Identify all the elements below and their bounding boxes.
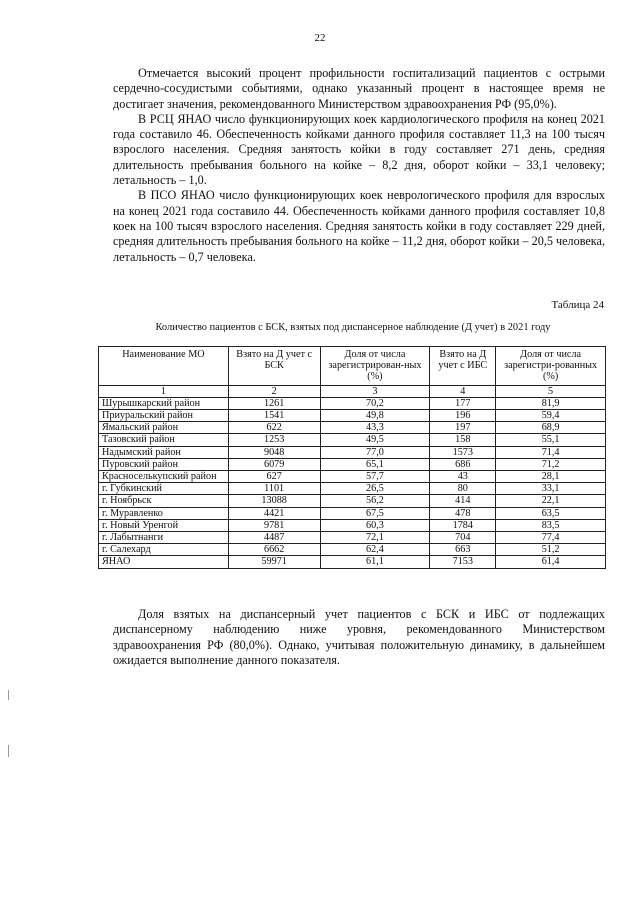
intro-paragraphs	[113, 66, 605, 265]
header-bsk-count: Взято на Д учет с БСК	[228, 347, 320, 386]
ibs-share-cell: 63,5	[496, 507, 606, 519]
margin-mark	[8, 745, 9, 757]
paragraph-profile-hospitalization: Отмечается высокий процент профильности госпитализаций пациентов с острыми сердечно-сосудистыми событиями, однако указанный процент в настоящее время не достигает значения, рекомендованного Министерством здравоохранения РФ (95,0%).	[113, 66, 605, 111]
ibs-count-cell: 80	[430, 483, 496, 495]
table-row	[99, 446, 606, 458]
bsk-share-cell: 67,5	[320, 507, 430, 519]
bsk-count-cell: 1261	[228, 397, 320, 409]
mo-name-cell: г. Лабытнанги	[99, 532, 229, 544]
table-row	[99, 397, 606, 409]
bsk-count-cell: 6079	[228, 458, 320, 470]
column-number: 3	[320, 385, 430, 397]
ibs-count-cell: 414	[430, 495, 496, 507]
paragraph-conclusion: Доля взятых на диспансерный учет пациентов с БСК и ИБС от подлежащих диспансерному наблюдению ниже уровня, рекомендованного Министерством здравоохранения РФ (80,0%). Однако, учитывая положительную динамику, в дальнейшем ожидается выполнение данного показателя.	[113, 607, 605, 667]
bsk-share-cell: 57,7	[320, 471, 430, 483]
mo-name-cell: г. Салехард	[99, 544, 229, 556]
ibs-share-cell: 59,4	[496, 410, 606, 422]
ibs-count-cell: 158	[430, 434, 496, 446]
header-ibs-share: Доля от числа зарегистри-рованных (%)	[496, 347, 606, 386]
bsk-count-cell: 627	[228, 471, 320, 483]
ibs-share-cell: 55,1	[496, 434, 606, 446]
ibs-count-cell: 196	[430, 410, 496, 422]
table-row	[99, 471, 606, 483]
ibs-share-cell: 71,4	[496, 446, 606, 458]
column-number: 5	[496, 385, 606, 397]
mo-name-cell: Тазовский район	[99, 434, 229, 446]
mo-name-cell: Шурышкарский район	[99, 397, 229, 409]
bsk-count-cell: 9048	[228, 446, 320, 458]
ibs-share-cell: 22,1	[496, 495, 606, 507]
bsk-count-cell: 6662	[228, 544, 320, 556]
table-row	[99, 434, 606, 446]
bsk-share-cell: 65,1	[320, 458, 430, 470]
ibs-count-cell: 43	[430, 471, 496, 483]
bsk-share-cell: 49,8	[320, 410, 430, 422]
page-number: 22	[314, 32, 326, 44]
bsk-count-cell: 9781	[228, 519, 320, 531]
mo-name-cell: г. Губкинский	[99, 483, 229, 495]
mo-name-cell: г. Ноябрьск	[99, 495, 229, 507]
table-row	[99, 556, 606, 568]
bsk-count-cell: 4487	[228, 532, 320, 544]
ibs-count-cell: 1784	[430, 519, 496, 531]
column-number: 1	[99, 385, 229, 397]
ibs-share-cell: 28,1	[496, 471, 606, 483]
table-caption: Количество пациентов с БСК, взятых под диспансерное наблюдение (Д учет) в 2021 году	[155, 322, 551, 333]
bsk-share-cell: 62,4	[320, 544, 430, 556]
table-row	[99, 507, 606, 519]
ibs-share-cell: 33,1	[496, 483, 606, 495]
ibs-share-cell: 61,4	[496, 556, 606, 568]
ibs-share-cell: 83,5	[496, 519, 606, 531]
mo-name-cell: Красноселькупский район	[99, 471, 229, 483]
header-mo-name: Наименование МО	[99, 347, 229, 386]
ibs-count-cell: 478	[430, 507, 496, 519]
bsk-count-cell: 59971	[228, 556, 320, 568]
table-row	[99, 495, 606, 507]
ibs-share-cell: 81,9	[496, 397, 606, 409]
bsk-share-cell: 77,0	[320, 446, 430, 458]
mo-name-cell: Приуральский район	[99, 410, 229, 422]
bsk-share-cell: 72,1	[320, 532, 430, 544]
table-row	[99, 422, 606, 434]
bsk-count-cell: 4421	[228, 507, 320, 519]
bsk-share-cell: 26,5	[320, 483, 430, 495]
bsk-count-cell: 1541	[228, 410, 320, 422]
bsk-share-cell: 70,2	[320, 397, 430, 409]
mo-name-cell: г. Муравленко	[99, 507, 229, 519]
conclusion-paragraph-block	[113, 607, 605, 668]
table-number: Таблица 24	[551, 299, 604, 311]
bsk-share-cell: 56,2	[320, 495, 430, 507]
ibs-count-cell: 7153	[430, 556, 496, 568]
paragraph-rsc-cardiology: В РСЦ ЯНАО число функционирующих коек кардиологического профиля на конец 2021 года составило 46. Обеспеченность койками данного профиля составляет 11,3 на 100 тысяч взрослого населения. Средняя занятость койки в году составляет 271 день, средняя длительность пребывания больного на койке – 8,2 дня, оборот койки – 33,1 человеку; летальность – 1,0.	[113, 111, 605, 188]
ibs-share-cell: 77,4	[496, 532, 606, 544]
column-number: 2	[228, 385, 320, 397]
column-number-row	[99, 385, 606, 397]
mo-name-cell: ЯНАО	[99, 556, 229, 568]
mo-name-cell: г. Новый Уренгой	[99, 519, 229, 531]
ibs-count-cell: 686	[430, 458, 496, 470]
ibs-share-cell: 71,2	[496, 458, 606, 470]
table-row	[99, 544, 606, 556]
bsk-count-cell: 1253	[228, 434, 320, 446]
table-row	[99, 458, 606, 470]
ibs-count-cell: 1573	[430, 446, 496, 458]
bsk-share-cell: 49,5	[320, 434, 430, 446]
ibs-count-cell: 704	[430, 532, 496, 544]
bsk-count-cell: 13088	[228, 495, 320, 507]
margin-mark	[8, 690, 9, 700]
table-row	[99, 532, 606, 544]
ibs-count-cell: 663	[430, 544, 496, 556]
header-bsk-share: Доля от числа зарегистрирован-ных (%)	[320, 347, 430, 386]
ibs-count-cell: 177	[430, 397, 496, 409]
bsk-share-cell: 60,3	[320, 519, 430, 531]
table-header-row	[99, 347, 606, 386]
ibs-count-cell: 197	[430, 422, 496, 434]
mo-name-cell: Ямальский район	[99, 422, 229, 434]
bsk-count-cell: 1101	[228, 483, 320, 495]
table-row	[99, 519, 606, 531]
mo-name-cell: Надымский район	[99, 446, 229, 458]
header-ibs-count: Взято на Д учет с ИБС	[430, 347, 496, 386]
dispensary-table	[98, 346, 606, 569]
table-row	[99, 483, 606, 495]
column-number: 4	[430, 385, 496, 397]
table-row	[99, 410, 606, 422]
ibs-share-cell: 51,2	[496, 544, 606, 556]
bsk-count-cell: 622	[228, 422, 320, 434]
mo-name-cell: Пуровский район	[99, 458, 229, 470]
bsk-share-cell: 61,1	[320, 556, 430, 568]
ibs-share-cell: 68,9	[496, 422, 606, 434]
bsk-share-cell: 43,3	[320, 422, 430, 434]
paragraph-pso-neurology: В ПСО ЯНАО число функционирующих коек неврологического профиля для взрослых на конец 2021 года составило 44. Обеспеченность койками данного профиля составляет 10,8 коек на 100 тысяч взрослого населения. Средняя занятость койки в году составляет 229 дней, средняя длительность пребывания больного на койке – 11,2 дня, оборот койки – 20,5 человека, летальность – 0,7 человека.	[113, 188, 605, 264]
